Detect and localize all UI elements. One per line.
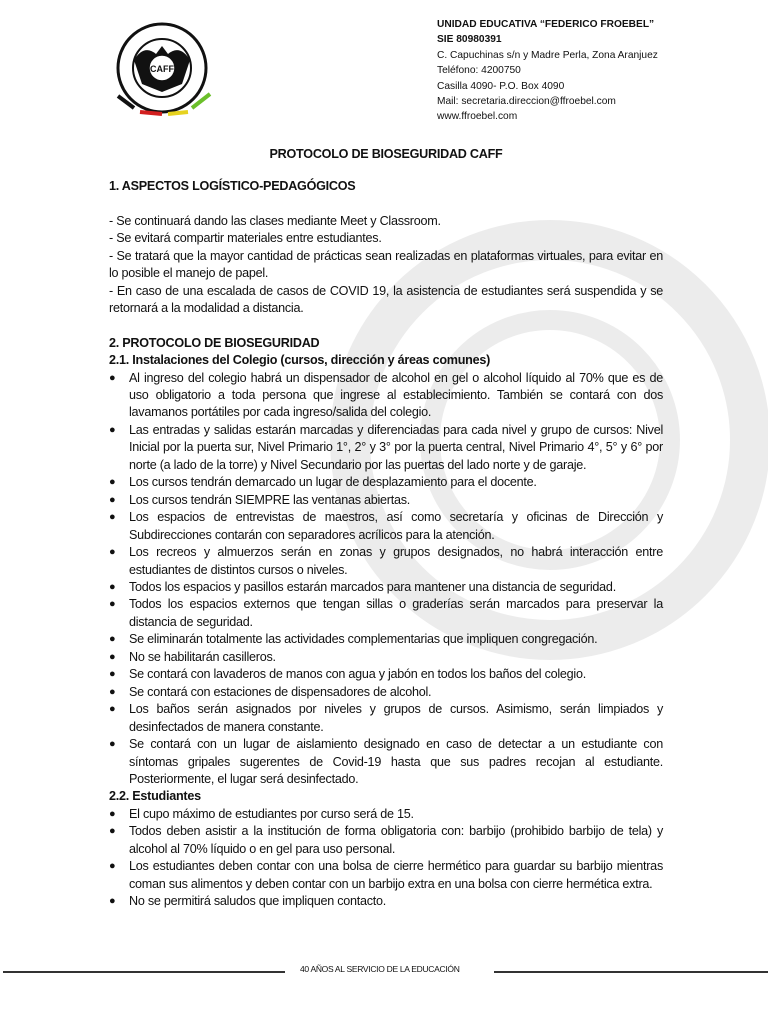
footer-rule-left — [3, 971, 285, 973]
footer-rule-right — [494, 971, 768, 973]
subsection-2-2-heading: 2.2. Estudiantes — [109, 789, 201, 804]
school-address: C. Capuchinas s/n y Madre Perla, Zona Aranjuez — [437, 49, 658, 61]
list-item: ● Los recreos y almuerzos serán en zonas y grupos designados, no habrá interacción entre estudiantes de distintos cursos o niveles. — [109, 544, 663, 579]
facilities-list — [109, 370, 663, 789]
list-item: ● Los cursos tendrán SIEMPRE las ventanas abiertas. — [109, 492, 663, 509]
school-phone: Teléfono: 4200750 — [437, 65, 521, 77]
school-website: www.ffroebel.com — [437, 111, 518, 123]
section1-line: - Se continuará dando las clases mediante Meet y Classroom. — [109, 213, 441, 228]
school-logo — [104, 22, 220, 122]
list-item: ● Los baños serán asignados por niveles y grupos de cursos. Asimismo, serán limpiados y desinfectados de manera constante. — [109, 701, 663, 736]
section1-line: - Se evitará compartir materiales entre estudiantes. — [109, 231, 382, 246]
section2-heading: 2. PROTOCOLO DE BIOSEGURIDAD — [109, 335, 320, 350]
list-item: ● No se permitirá saludos que impliquen contacto. — [109, 893, 663, 910]
list-item: ● Los espacios de entrevistas de maestros, así como secretaría y oficinas de Dirección y Subdirecciones contarán con separadores acrílicos para la atención. — [109, 509, 663, 544]
list-item: ● Se contará con un lugar de aislamiento designado en caso de detectar a un estudiante con síntomas gripales sugerentes de Covid-19 hasta que sus padres recojan al estudiante. Posteriormente, el lugar será desinfectado. — [109, 736, 663, 788]
list-item: ● Se contará con lavaderos de manos con agua y jabón en todos los baños del colegio. — [109, 666, 663, 683]
list-item: ● Los cursos tendrán demarcado un lugar de desplazamiento para el docente. — [109, 474, 663, 491]
page-footer — [0, 962, 768, 982]
svg-text:CAFF: CAFF — [150, 64, 174, 74]
school-po-box: Casilla 4090- P.O. Box 4090 — [437, 80, 565, 92]
list-item: ● El cupo máximo de estudiantes por curso será de 15. — [109, 806, 663, 823]
school-name: UNIDAD EDUCATIVA “FEDERICO FROEBEL” — [437, 19, 655, 30]
list-item: ● Las entradas y salidas estarán marcadas y diferenciadas para cada nivel y grupo de cursos: Nivel Inicial por la puerta sur, Nivel Primario 1°, 2° y 3° por la puerta central, Nivel Primario 4°, 5° y 6° por norte (a lado de la torre) y Nivel Secundario por las puertas del lado norte y de garaje. — [109, 422, 663, 474]
section1-line: - En caso de una escalada de casos de COVID 19, la asistencia de estudiantes será suspendida y se retornará a la modalidad a distancia. — [109, 283, 663, 316]
school-header — [437, 17, 658, 125]
school-email: Mail: secretaria.direccion@ffroebel.com — [437, 96, 616, 108]
document-body — [109, 146, 663, 911]
list-item: ● Todos los espacios y pasillos estarán marcados para mantener una distancia de seguridad. — [109, 579, 663, 596]
list-item: ● Los estudiantes deben contar con una bolsa de cierre hermético para guardar su barbijo mientras coman sus alimentos y deben contar con un barbijo extra en una bolsa con cierre hermética extra. — [109, 858, 663, 893]
document-title: PROTOCOLO DE BIOSEGURIDAD CAFF — [269, 147, 503, 161]
list-item: ● No se habilitarán casilleros. — [109, 649, 663, 666]
list-item: ● Se eliminarán totalmente las actividades complementarias que impliquen congregación. — [109, 631, 663, 648]
list-item: ● Todos deben asistir a la institución de forma obligatoria con: barbijo (prohibido barbijo de tela) y alcohol al 70% líquido o en gel para uso personal. — [109, 823, 663, 858]
section1-heading: 1. ASPECTOS LOGÍSTICO-PEDAGÓGICOS — [109, 179, 356, 194]
list-item: ● Se contará con estaciones de dispensadores de alcohol. — [109, 684, 663, 701]
list-item: ● Todos los espacios externos que tengan sillas o graderías serán marcados para preservar la distancia de seguridad. — [109, 596, 663, 631]
school-sie: SIE 80980391 — [437, 34, 502, 46]
students-list — [109, 806, 663, 911]
footer-text: 40 AÑOS AL SERVICIO DE LA EDUCACIÓN — [300, 964, 460, 974]
list-item: ● Al ingreso del colegio habrá un dispensador de alcohol en gel o alcohol líquido al 70% que es de uso obligatorio a toda persona que ingrese al establecimiento. También se contará con dos lavamanos portátiles por cada ingreso/salida del colegio. — [109, 370, 663, 422]
subsection-2-1-heading: 2.1. Instalaciones del Colegio (cursos, dirección y áreas comunes) — [109, 353, 491, 368]
section1-line: - Se tratará que la mayor cantidad de prácticas sean realizadas en plataformas virtuales, para evitar en lo posible el manejo de papel. — [109, 248, 663, 281]
